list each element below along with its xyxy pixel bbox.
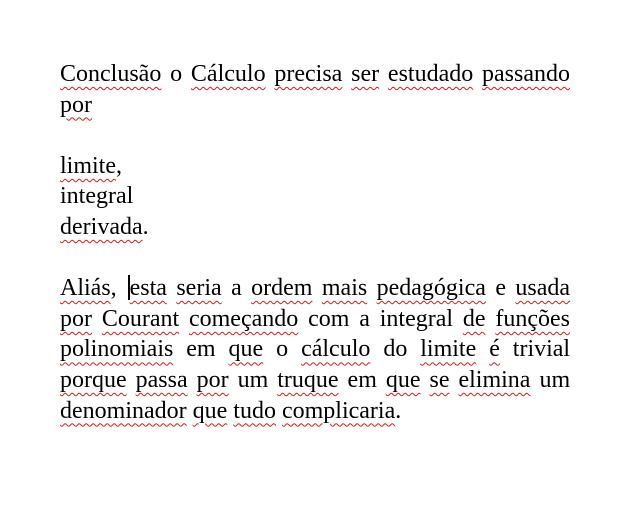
word: polinomiais (60, 336, 174, 363)
punctuation: . (142, 213, 149, 240)
word: usada (515, 275, 571, 302)
word: esta (129, 275, 167, 302)
word: de (462, 305, 486, 332)
word: passando (482, 61, 571, 87)
word: integral (379, 305, 454, 332)
word: o (170, 61, 183, 87)
word: ser (351, 61, 380, 87)
word: cálculo (301, 336, 371, 363)
blank-line (60, 243, 570, 274)
word: trivial (512, 336, 571, 363)
word: truque (277, 366, 339, 393)
word: e (495, 275, 506, 302)
word: precisa (274, 61, 343, 87)
word: a (359, 305, 370, 332)
word: o (276, 336, 289, 363)
list-item (60, 212, 570, 243)
word: por (60, 305, 92, 332)
topic-list[interactable] (60, 151, 570, 243)
word: Cálculo (190, 61, 266, 87)
document-text-area[interactable] (60, 59, 570, 426)
word: Conclusão (60, 61, 162, 87)
word: começando (188, 305, 299, 332)
word: que (228, 336, 264, 363)
word: do (383, 336, 408, 363)
word: um (539, 366, 571, 393)
word: se (429, 366, 450, 393)
list-item (60, 151, 570, 182)
word: um (237, 366, 269, 393)
paragraph-conclusion[interactable] (60, 59, 570, 120)
punctuation: , (110, 275, 117, 302)
word: com (308, 305, 350, 332)
word: por (60, 91, 92, 118)
word: porque (60, 366, 127, 393)
word: ordem (251, 275, 313, 302)
word: elimina (458, 366, 531, 393)
word: denominador (60, 397, 187, 424)
word: estudado (387, 61, 474, 87)
word: Courant (101, 305, 180, 332)
word: por (196, 366, 229, 393)
word: a (231, 275, 242, 302)
punctuation: , (116, 152, 122, 179)
blank-line (60, 120, 570, 151)
punctuation: . (395, 397, 402, 424)
word: limite (420, 336, 477, 363)
word: complicaria (281, 397, 396, 424)
word: mais (321, 275, 368, 302)
word: tudo (233, 397, 276, 424)
word: derivada (60, 213, 143, 240)
word: passa (135, 366, 188, 393)
paragraph-courant[interactable] (60, 273, 570, 426)
word: seria (176, 275, 222, 302)
word: em (347, 366, 377, 393)
word: Aliás (60, 275, 111, 302)
word: pedagógica (376, 275, 486, 302)
word: é (489, 336, 500, 363)
word: em (186, 336, 216, 363)
list-item (60, 181, 570, 212)
word: funções (495, 305, 570, 332)
word: limite (60, 152, 116, 179)
word: integral (60, 183, 134, 210)
word: que (385, 366, 421, 393)
word: que (192, 397, 228, 424)
